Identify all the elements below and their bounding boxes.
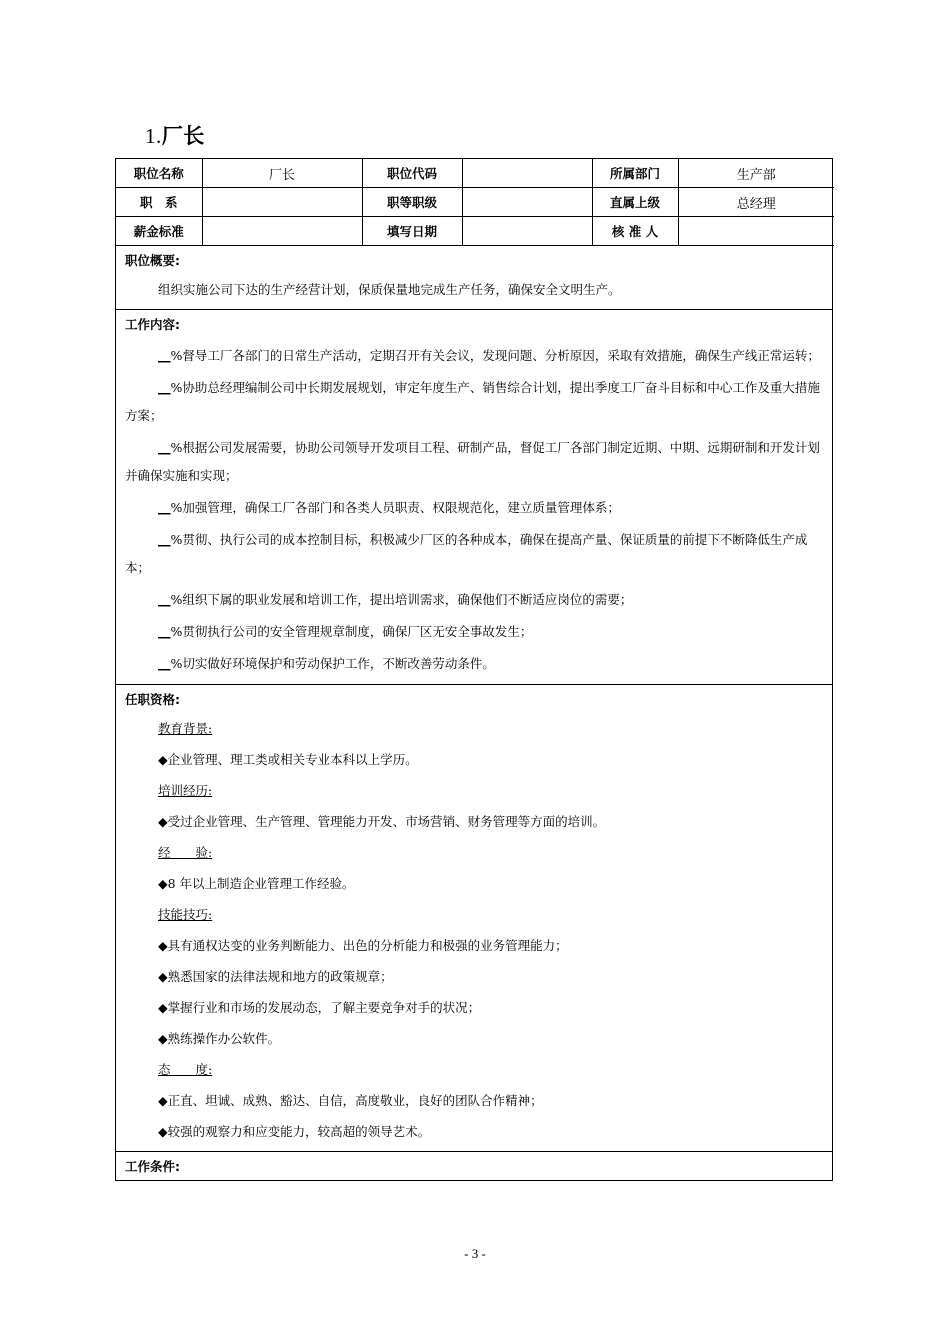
skill-item: ◆具有通权达变的业务判断能力、出色的分析能力和极强的业务管理能力； <box>158 938 568 953</box>
page-number: - 3 - <box>464 1246 486 1261</box>
list-item: __%贯彻执行公司的安全管理规章制度，确保厂区无安全事故发生； <box>158 624 533 639</box>
skill-item: ◆掌握行业和市场的发展动态，了解主要竞争对手的状况； <box>158 1000 481 1015</box>
attitude-label: 态 度: <box>158 1062 213 1077</box>
list-item: __%加强管理，确保工厂各部门和各类人员职责、权限规范化，建立质量管理体系； <box>158 500 620 515</box>
label-position-name: 职位名称 <box>116 159 202 188</box>
value-job-family <box>202 188 362 217</box>
value-grade <box>462 188 592 217</box>
skill-item: ◆熟练操作办公软件。 <box>158 1031 281 1046</box>
skills-label: 技能技巧: <box>158 907 213 922</box>
label-fill-date: 填写日期 <box>362 217 462 246</box>
value-department: 生产部 <box>678 159 834 188</box>
list-item: __%切实做好环境保护和劳动保护工作，不断改善劳动条件。 <box>158 656 495 671</box>
label-job-family: 职 系 <box>116 188 202 217</box>
overview-title: 职位概要: <box>125 253 180 268</box>
header-row <box>116 217 834 246</box>
label-supervisor: 直属上级 <box>592 188 678 217</box>
list-item: __%根据公司发展需要，协助公司领导开发项目工程、研制产品，督促工厂各部门制定近期、中期、远期研制和开发计划并确保实施和实现； <box>125 440 820 483</box>
attitude-item: ◆正直、坦诚、成熟、豁达、自信，高度敬业，良好的团队合作精神； <box>158 1093 543 1108</box>
title-text: 厂长 <box>161 124 205 148</box>
work-section <box>116 309 832 684</box>
experience-text: ◆8 年以上制造企业管理工作经验。 <box>158 876 355 891</box>
job-description-table <box>115 158 833 1181</box>
work-title: 工作内容: <box>125 317 180 332</box>
title-number: 1. <box>145 124 162 148</box>
list-item: __%组织下属的职业发展和培训工作，提出培训需求，确保他们不断适应岗位的需要； <box>158 592 633 607</box>
label-department: 所属部门 <box>592 159 678 188</box>
label-position-code: 职位代码 <box>362 159 462 188</box>
list-item: __%协助总经理编制公司中长期发展规划，审定年度生产、销售综合计划，提出季度工厂奋斗目标和中心工作及重大措施方案； <box>125 380 820 423</box>
list-item: __%贯彻、执行公司的成本控制目标，积极减少厂区的各种成本，确保在提高产量、保证质量的前提下不断降低生产成本； <box>125 532 808 575</box>
training-label: 培训经历: <box>158 783 213 798</box>
label-approver: 核 准 人 <box>592 217 678 246</box>
header-row <box>116 188 834 217</box>
education-label: 教育背景: <box>158 721 213 736</box>
overview-section <box>116 246 832 309</box>
value-approver <box>678 217 834 246</box>
conditions-section <box>116 1151 832 1180</box>
qualification-title: 任职资格: <box>125 692 180 707</box>
value-supervisor: 总经理 <box>678 188 834 217</box>
experience-label: 经 验: <box>158 845 213 860</box>
label-grade: 职等职级 <box>362 188 462 217</box>
training-text: ◆受过企业管理、生产管理、管理能力开发、市场营销、财务管理等方面的培训。 <box>158 814 606 829</box>
value-position-code <box>462 159 592 188</box>
skill-item: ◆熟悉国家的法律法规和地方的政策规章； <box>158 969 393 984</box>
list-item: __%督导工厂各部门的日常生产活动，定期召开有关会议，发现问题、分析原因，采取有效措施，确保生产线正常运转； <box>158 348 820 363</box>
overview-text: 组织实施公司下达的生产经营计划，保质保量地完成生产任务，确保安全文明生产。 <box>158 282 621 297</box>
header-row <box>116 159 834 188</box>
attitude-item: ◆较强的观察力和应变能力，较高超的领导艺术。 <box>158 1124 431 1139</box>
conditions-title: 工作条件: <box>125 1159 180 1174</box>
page-title <box>145 120 205 150</box>
label-salary: 薪金标准 <box>116 217 202 246</box>
value-position-name: 厂长 <box>202 159 362 188</box>
value-fill-date <box>462 217 592 246</box>
value-salary <box>202 217 362 246</box>
education-text: ◆企业管理、理工类或相关专业本科以上学历。 <box>158 752 418 767</box>
header-table <box>116 159 834 246</box>
qualification-section <box>116 684 832 1151</box>
